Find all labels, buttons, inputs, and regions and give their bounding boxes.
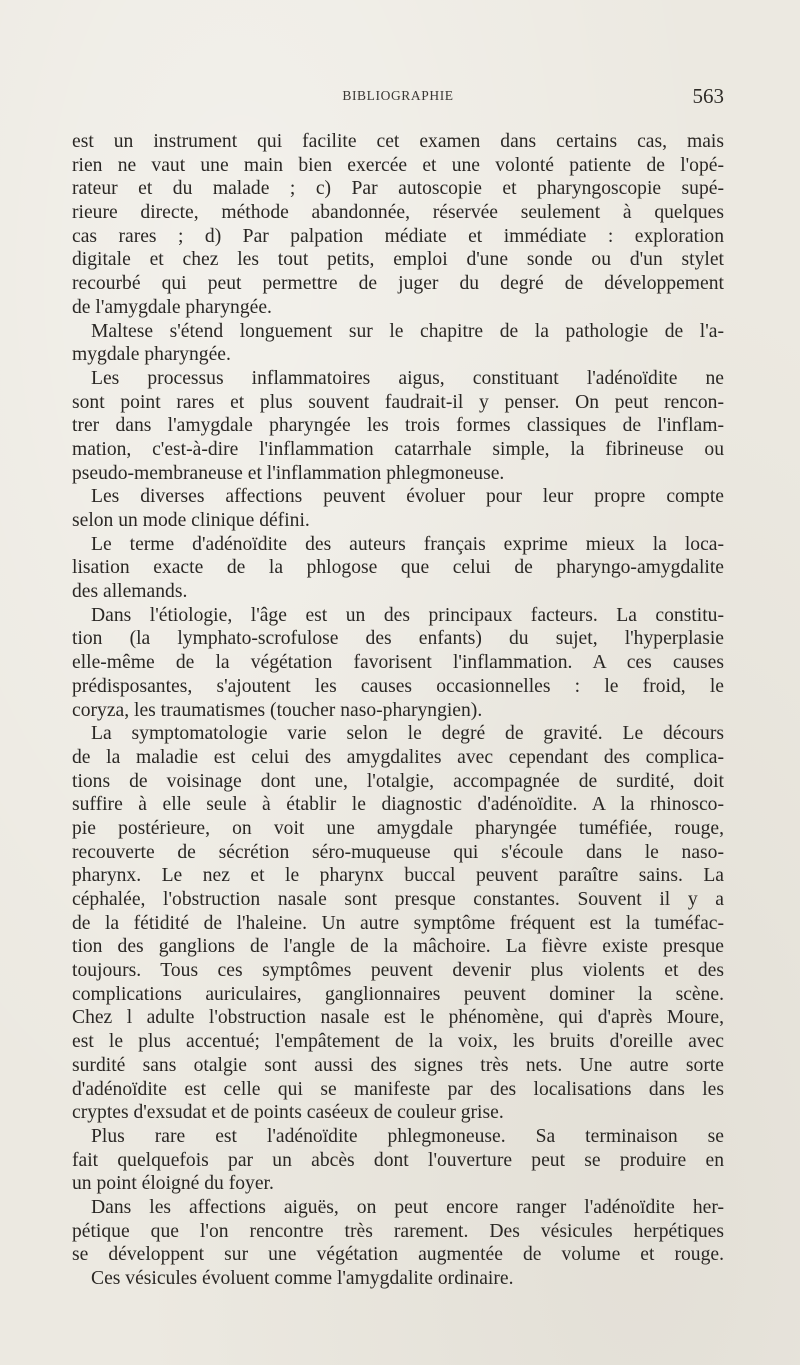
text-line: de l'amygdale pharyngée. — [72, 296, 272, 318]
page-number: 563 — [692, 84, 724, 108]
text-line: céphalée, l'obstruction nasale sont presque constantes. Souvent il y a — [72, 889, 724, 910]
text-line: sont point rares et plus souvent faudrait-il y penser. On peut rencon- — [72, 391, 724, 413]
text-line: recouverte de sécrétion séro-muqueuse qui s'écoule dans le naso- — [72, 841, 724, 863]
text-line: se développent sur une végétation augmentée de volume et rouge. — [72, 1244, 724, 1266]
text-line: selon un mode clinique défini. — [72, 510, 310, 531]
text-line: fait quelquefois par un abcès dont l'ouverture peut se produire en — [72, 1149, 724, 1171]
text-line: est un instrument qui facilite cet examen dans certains cas, mais — [72, 131, 724, 152]
text-line: toujours. Tous ces symptômes peuvent devenir plus violents et des — [72, 960, 724, 982]
text-line: Plus rare est l'adénoïdite phlegmoneuse. Sa terminaison se — [91, 1125, 724, 1147]
text-line: coryza, les traumatismes (toucher naso-pharyngien). — [72, 699, 483, 721]
text-line: pseudo-membraneuse et l'inflammation phlegmoneuse. — [72, 462, 505, 484]
text-line: pharynx. Le nez et le pharynx buccal peuvent paraître sains. La — [72, 865, 724, 887]
text-line: surdité sans otalgie sont aussi des signes très nets. Une autre sorte — [72, 1054, 724, 1076]
text-line: tion des ganglions de l'angle de la mâchoire. La fièvre existe presque — [72, 936, 724, 958]
text-line: tions de voisinage dont une, l'otalgie, accompagnée de surdité, doit — [72, 770, 724, 792]
text-line: de la fétidité de l'haleine. Un autre symptôme fréquent est la tuméfac- — [72, 912, 724, 934]
text-line: un point éloigné du foyer. — [72, 1173, 274, 1195]
text-line: recourbé qui peut permettre de juger du degré de développement — [72, 273, 724, 295]
page-header — [72, 84, 724, 114]
text-line: suffire à elle seule à établir le diagnostic d'adénoïdite. A la rhinosco- — [72, 794, 724, 816]
text-line: prédisposantes, s'ajoutent les causes occasionnelles : le froid, le — [72, 675, 724, 697]
text-line: rateur et du malade ; c) Par autoscopie et pharyngoscopie supé- — [72, 178, 724, 200]
body-text — [72, 130, 724, 1291]
text-line: Maltese s'étend longuement sur le chapitre de la pathologie de l'a- — [91, 320, 724, 342]
text-line: mation, c'est-à-dire l'inflammation catarrhale simple, la fibrineuse ou — [72, 438, 724, 460]
text-line: Chez l adulte l'obstruction nasale est le phénomène, qui d'après Moure, — [72, 1007, 724, 1029]
text-line: d'adénoïdite est celle qui se manifeste par des localisations dans les — [72, 1078, 724, 1100]
text-line: pétique que l'on rencontre très rarement. Des vésicules herpétiques — [72, 1220, 724, 1242]
text-line: rieure directe, méthode abandonnée, réservée seulement à quelques — [72, 202, 724, 224]
text-line: Les processus inflammatoires aigus, constituant l'adénoïdite ne — [91, 367, 724, 389]
text-line: La symptomatologie varie selon le degré de gravité. Le décours — [91, 723, 724, 745]
text-line: Les diverses affections peuvent évoluer pour leur propre compte — [91, 486, 724, 508]
text-line: pie postérieure, on voit une amygdale pharyngée tuméfiée, rouge, — [72, 817, 724, 839]
text-line: est le plus accentué; l'empâtement de la voix, les bruits d'oreille avec — [72, 1031, 724, 1053]
text-line: des allemands. — [72, 581, 188, 603]
text-line: tion (la lymphato-scrofulose des enfants) du sujet, l'hyperplasie — [72, 628, 724, 650]
running-head: BIBLIOGRAPHIE — [342, 88, 454, 103]
text-line: digitale et chez les tout petits, emploi d'une sonde ou d'un stylet — [72, 249, 724, 271]
text-line: de la maladie est celui des amygdalites avec cependant des complica- — [72, 746, 724, 768]
text-line: trer dans l'amygdale pharyngée les trois formes classiques de l'inflam- — [72, 415, 724, 437]
text-line: mygdale pharyngée. — [72, 344, 231, 366]
text-line: Ces vésicules évoluent comme l'amygdalite ordinaire. — [91, 1268, 514, 1289]
text-line: rien ne vaut une main bien exercée et une volonté patiente de l'opé- — [72, 154, 724, 176]
text-line: Dans les affections aiguës, on peut encore ranger l'adénoïdite her- — [91, 1196, 724, 1218]
text-line: cryptes d'exsudat et de points caséeux de couleur grise. — [72, 1102, 504, 1124]
text-line: Dans l'étiologie, l'âge est un des principaux facteurs. La constitu- — [91, 604, 724, 626]
text-line: complications auriculaires, ganglionnaires peuvent dominer la scène. — [72, 983, 724, 1005]
text-line: elle-même de la végétation favorisent l'inflammation. A ces causes — [72, 652, 724, 674]
text-line: cas rares ; d) Par palpation médiate et immédiate : exploration — [72, 225, 724, 247]
text-line: lisation exacte de la phlogose que celui de pharyngo-amygdalite — [72, 557, 724, 579]
text-line: Le terme d'adénoïdite des auteurs français exprime mieux la loca- — [91, 533, 724, 555]
